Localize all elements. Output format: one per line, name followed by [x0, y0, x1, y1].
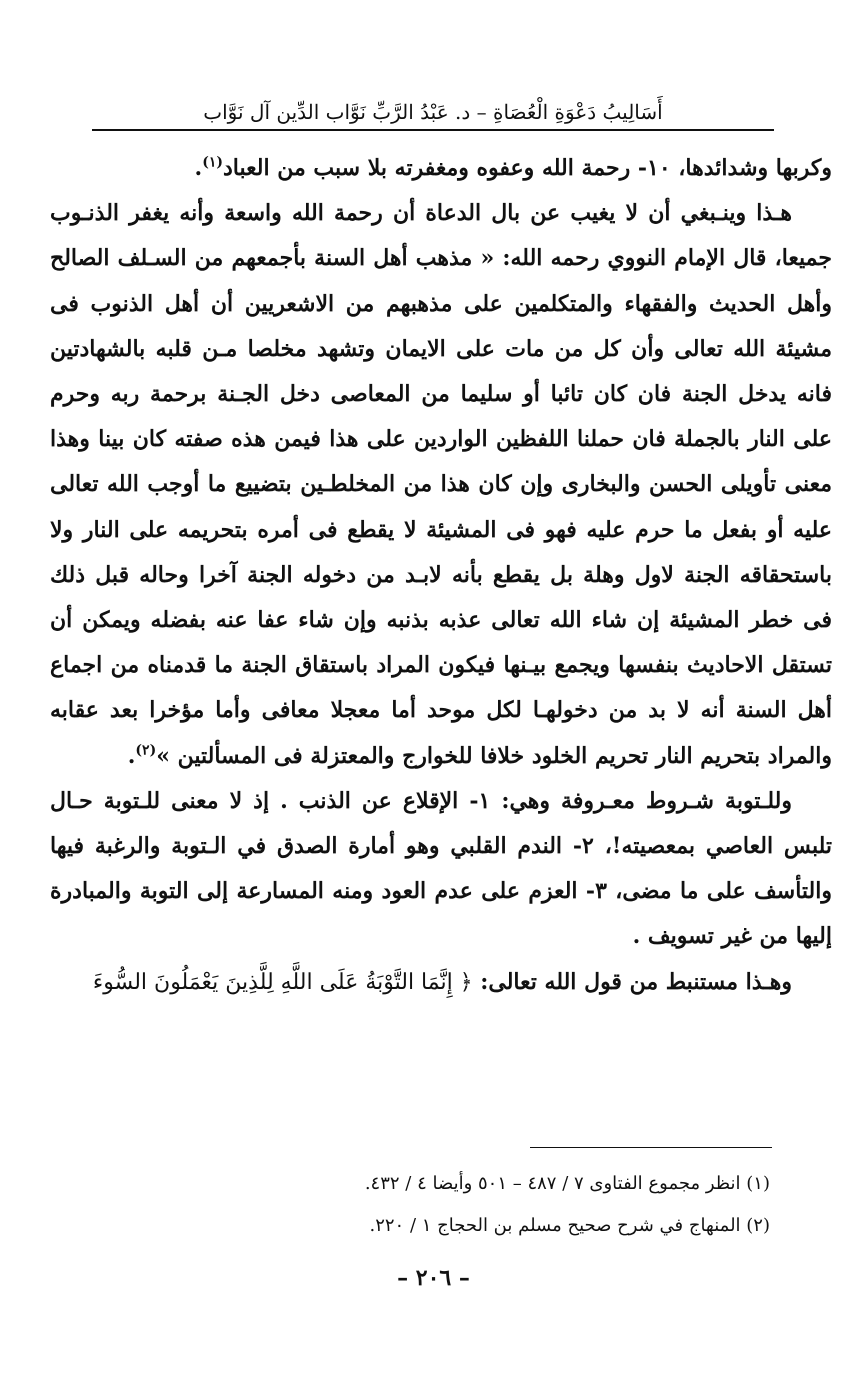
running-title: أَسَالِيبُ دَعْوَةِ الْعُصَاةِ – د. عَبْدُ الرَّبِّ نَوَّاب الدِّين آل نَوَّاب: [203, 100, 663, 124]
footnotes: [50, 1163, 770, 1247]
main-text: [50, 146, 832, 1005]
running-header: [92, 98, 774, 126]
paragraph-2: هـذا وينـبغي أن لا يغيب عن بال الدعاة أن رحمة الله واسعة وأنه يغفر الذنـوب جميعا، قال الإمام النووي رحمه الله: « مذهب أهل السنة بأجمعهم من السـلف الصالح وأهل الحديث والفقهاء والمتكلمين على مذهبهم من الاشعريين أن أهل الذنوب فى مشيئة الله تعالى وأن كل من مات على الايمان وتشهد مخلصا مـن قلبه بالشهادتين فانه يدخل الجنة فان كان تائبا أو سليما من المعاصى دخل الجـنة برحمة ربه وحرم على النار بالجملة فان حملنا اللفظين الواردين على هذا فيمن هذه صفته كان بينا وهذا معنى تأويلى الحسن والبخارى وإن كان هذا من المخلطـين بتضييع ما أوجب الله تعالى عليه أو بفعل ما حرم عليه فهو فى المشيئة لا يقطع فى أمره بتحريمه على النار ولا باستحقاقه الجنة لاول وهلة بل يقطع بأنه لابـد من دخوله الجنة آخرا وحاله قبل ذلك فى خطر المشيئة إن شاء الله تعالى عذبه بذنبه وإن شاء عفا عنه بفضله ويمكن أن تستقل الاحاديث بنفسها ويجمع بيـنها فيكون المراد باستقاق الجنة ما قدمناه من اجماع أهل السنة أنه لا بد من دخولهـا لكل موحد أما معجلا معافى وأما مؤخرا بعد عقابه والمراد بتحريم النار تحريم الخلود خلافا للخوارج والمعتزلة فى المسألتين »$^{(٢)}$.: [50, 200, 832, 769]
quran-verse: ﴿ إِنَّمَا التَّوْبَةُ عَلَى اللَّهِ لِلَّذِينَ يَعْمَلُونَ السُّوءَ: [92, 969, 473, 995]
footnote-1: (١) انظر مجموع الفتاوى ٧ / ٤٨٧ – ٥٠١ وأيضا ٤ / ٤٣٢.: [364, 1173, 770, 1194]
footnote-divider: [530, 1147, 772, 1148]
header-divider: [92, 129, 774, 131]
paragraph-1: وكربها وشدائدها، ١٠- رحمة الله وعفوه ومغفرته بلا سبب من العباد$^{(١)}$.: [194, 154, 832, 181]
paragraph-3: وللـتوبة شـروط معـروفة وهي: ١- الإقلاع عن الذنب . إذ لا معنى للـتوبة حـال تلبس العاصي بمعصيته!، ٢- الندم القلبي وهو أمارة الصدق في الـتوبة والرغبة فيها والتأسف على ما مضى، ٣- العزم على عدم العود ومنه المسارعة إلى التوبة والمبادرة إليها من غير تسويف .: [50, 787, 832, 950]
page-number: – ٢٠٦ –: [397, 1265, 470, 1291]
footnote-ref-2: (٢): [135, 742, 157, 759]
footnote-2: (٢) المنهاج في شرح صحيح مسلم بن الحجاج ١ / ٢٢٠.: [369, 1215, 770, 1236]
footnote-ref-1: (١): [202, 154, 223, 171]
paragraph-4: وهـذا مستنبط من قول الله تعالى: ﴿ إِنَّمَا التَّوْبَةُ عَلَى اللَّهِ لِلَّذِينَ يَعْمَلُونَ السُّوءَ: [92, 968, 792, 995]
